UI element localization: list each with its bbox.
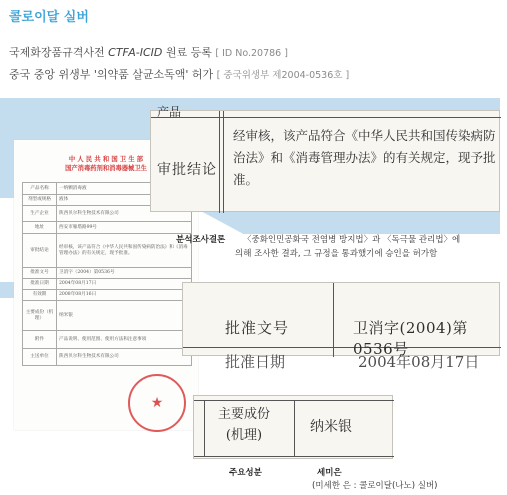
certificate-row bbox=[23, 331, 192, 349]
certificate-row bbox=[23, 349, 192, 366]
certificate-row-value: 经审核，该产品符合《中华人民共和国传染病防治法》和《消毒管理办法》的有关规定，现予批准。 bbox=[57, 234, 192, 268]
certificate-row bbox=[23, 290, 192, 301]
certificate-row-key: 审批结论 bbox=[23, 234, 57, 268]
china-approval-line bbox=[9, 66, 349, 82]
zoom-approval-top-cut-label: 产品 bbox=[157, 105, 182, 119]
approval-caption-line1: 〈중화인민공화국 전염병 방지법〉과 〈독극물 관리법〉에 bbox=[243, 235, 461, 245]
certificate-row-value: 纳米银 bbox=[57, 301, 192, 331]
certificate-row-key: 主要成份（机理） bbox=[23, 301, 57, 331]
certificate-row bbox=[23, 234, 192, 268]
seal-star-icon: ★ bbox=[150, 395, 164, 411]
certificate-row-value: 卫消字（2004）第0536号 bbox=[57, 268, 192, 279]
red-official-seal bbox=[128, 374, 186, 432]
certificate-row-value: 产品说明、使用范围、使用方法和注意事项 bbox=[57, 331, 192, 349]
certificate-row-key: 产品名称 bbox=[23, 183, 57, 195]
zoom-approval-text: 经审核，该产品符合《中华人民共和国传染病防治法》和《消毒管理办法》的有关规定，现予批准。 bbox=[233, 128, 496, 187]
certificate-row-value: 陕西贝尔科生物技术有限公司 bbox=[57, 349, 192, 366]
certificate-row-key: 有效期 bbox=[23, 290, 57, 301]
certificate-row-value: 陕西贝尔科生物技术有限公司 bbox=[57, 206, 192, 222]
certificate-row bbox=[23, 222, 192, 234]
ctfa-prefix: 국제화장품규격사전 bbox=[9, 46, 109, 59]
zoom-number-label: 批准文号 bbox=[225, 319, 290, 337]
certificate-row bbox=[23, 279, 192, 290]
china-approval-text: 중국 중앙 위생부 '의약품 살균소독액' 허가 bbox=[9, 68, 217, 81]
certificate-row-key: 生产企业 bbox=[23, 206, 57, 222]
zoom-ingredient-label bbox=[194, 404, 294, 446]
certificate-row-value: 液体 bbox=[57, 195, 192, 206]
ctfa-suffix: 원료 등록 bbox=[162, 46, 216, 59]
certificate-row-value: 2008年08月16日 bbox=[57, 290, 192, 301]
certificate-row-value: 西安市雁塔路99号 bbox=[57, 222, 192, 234]
product-title: 콜로이달 실버 bbox=[9, 10, 89, 25]
ctfa-icid-text: CTFA-ICID bbox=[108, 46, 163, 59]
certificate-row-value: 2004年08月17日 bbox=[57, 279, 192, 290]
ingredient-caption-label: 주요성분 bbox=[229, 468, 262, 478]
zoom-ingredient-label-line1: 主要成份 bbox=[217, 407, 270, 422]
zoom-number-panel bbox=[182, 282, 500, 371]
ctfa-id-number: [ ID No.20786 ] bbox=[215, 48, 288, 59]
ctfa-registration-line bbox=[9, 44, 288, 60]
certificate-row-key: 地址 bbox=[23, 222, 57, 234]
approval-caption-line2: 의해 조사한 결과, 그 규정을 통과했기에 승인을 허가함 bbox=[235, 249, 438, 259]
certificate-header-line1: 中 人 民 共 和 国 卫 生 部 bbox=[68, 156, 144, 163]
zoom-approval-panel bbox=[150, 105, 500, 212]
ingredient-caption-detail: (미세한 은 : 콜로이달(나노) 실버) bbox=[312, 481, 438, 491]
certificate-row-key: 主送单位 bbox=[23, 349, 57, 366]
certificate-row bbox=[23, 268, 192, 279]
ingredient-caption-value: 세미은 bbox=[317, 468, 342, 478]
zoom-date-cut-value: 2004年08月17日 bbox=[358, 353, 480, 371]
zoom-date-cut-label: 批准日期 bbox=[225, 353, 286, 371]
zoom-ingredient-value: 纳米银 bbox=[310, 419, 352, 435]
zoom-ingredient-label-line2: (机理) bbox=[225, 428, 263, 443]
zoom-number-value: 卫消字(2004)第0536号 bbox=[353, 319, 468, 358]
certificate-row-key: 剂型或规格 bbox=[23, 195, 57, 206]
certificate-row-key: 批准文号 bbox=[23, 268, 57, 279]
certificate-header-line2: 国产消毒药剂和消毒器械卫生 bbox=[65, 165, 147, 172]
approval-caption-label: 분석조사결론 bbox=[176, 235, 226, 245]
certificate-row-key: 附件 bbox=[23, 331, 57, 349]
zoom-ingredient-panel bbox=[193, 395, 393, 459]
china-approval-number: [ 중국위생부 제2004-0536호 ] bbox=[216, 70, 350, 81]
zoom-approval-label: 审批结论 bbox=[157, 162, 217, 178]
certificate-row-value: 一纳颗消毒液 bbox=[57, 183, 192, 195]
certificate-row bbox=[23, 301, 192, 331]
certificate-row-key: 批准日期 bbox=[23, 279, 57, 290]
